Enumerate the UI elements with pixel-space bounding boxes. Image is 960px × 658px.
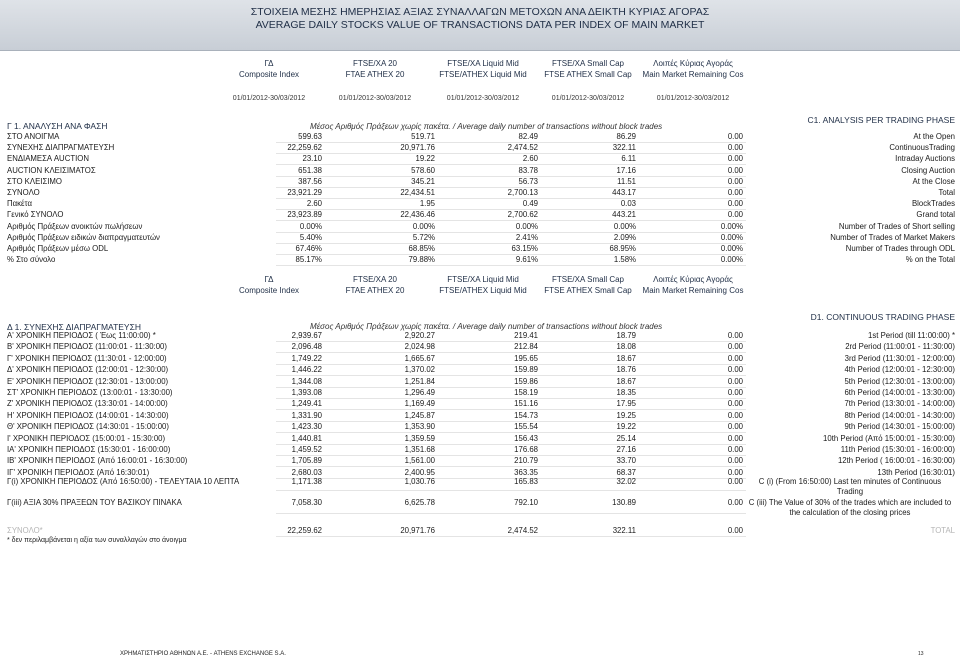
row-value-4: 0.00%	[720, 232, 743, 242]
row-value-1: 2,920.27	[404, 331, 435, 340]
column-header-en-2: FTSE/ATHEX Liquid Mid	[439, 286, 527, 295]
row-value-3: 0.00%	[613, 221, 636, 231]
row-label-en: ContinuousTrading	[889, 143, 955, 153]
row-value-2: 0.49	[522, 199, 538, 209]
row-value-2: 792.10	[514, 498, 538, 507]
row-value-2: 2.60	[522, 154, 538, 164]
row-value-0: 1,331.90	[291, 410, 322, 420]
date-range-2: 01/01/2012-30/03/2012	[446, 95, 520, 102]
row-value-2: 219.41	[514, 331, 538, 340]
date-range-0: 01/01/2012-30/03/2012	[232, 95, 306, 102]
row-value-4: 0.00	[727, 376, 743, 386]
column-header-en-2: FTSE/ATHEX Liquid Mid	[439, 70, 527, 79]
row-value-0: 387.56	[298, 176, 322, 186]
section1-title: Γ 1. ΑΝΑΛΥΣΗ ΑΝΑ ΦΑΣΗ	[7, 121, 108, 131]
row-value-3: 68.95%	[609, 244, 636, 253]
row-value-1: 1,351.68	[404, 445, 435, 454]
column-header-en-3: FTSE ATHEX Small Cap	[544, 286, 632, 295]
row-label-en: C (iii) The Value of 30% of the trades which are included to the calculation of the closing prices	[748, 498, 952, 517]
row-value-1: 345.21	[411, 176, 435, 186]
row-value-0: 22,259.62	[287, 143, 322, 153]
row-value-2: 151.16	[514, 399, 538, 409]
row-value-0: 1,344.08	[291, 376, 322, 386]
row-value-1: 1.95	[419, 199, 435, 209]
row-value-3: 19.22	[616, 422, 636, 432]
row-value-3: 443.17	[612, 188, 636, 197]
row-value-0: 85.17%	[295, 255, 322, 265]
row-label-en: 9th Period (14:30:01 - 15:00:00)	[844, 422, 955, 432]
row-value-4: 0.00	[727, 526, 743, 535]
row-value-3: 17.95	[616, 399, 636, 409]
row-value-2: 165.83	[514, 477, 538, 486]
row-label-en: Total	[938, 188, 955, 197]
column-header-en-4: Main Market Remaining Cos	[642, 286, 744, 295]
row-value-3: 2.09%	[613, 232, 636, 242]
row-value-4: 0.00	[727, 353, 743, 363]
row-value-1: 1,561.00	[404, 456, 435, 466]
row-value-3: 18.67	[616, 353, 636, 363]
row-value-0: 651.38	[298, 165, 322, 175]
column-headers-top	[0, 58, 960, 98]
row-label: Αριθμός Πράξεων ανοικτών πωλήσεων	[7, 221, 143, 231]
row-value-3: 18.76	[616, 365, 636, 375]
row-value-2: 363.35	[514, 467, 538, 477]
row-label: ΣΤΟ ΚΛΕΙΣΙΜΟ	[7, 176, 62, 186]
row-label: ΣΤΟ ΑΝΟΙΓΜΑ	[7, 132, 60, 141]
row-value-1: 1,030.76	[404, 477, 435, 486]
row-value-4: 0.00%	[720, 244, 743, 253]
column-header-3: FTSE/ΧΑ Small Cap	[551, 275, 625, 284]
row-value-4: 0.00	[727, 210, 743, 220]
row-label-en: 8th Period (14:00:01 - 14:30:00)	[844, 410, 955, 420]
row-label: % Στο σύνολο	[7, 255, 56, 265]
column-header-4: Λοιπές Κύριας Αγοράς	[653, 59, 733, 68]
row-value-1: 79.88%	[408, 255, 435, 265]
row-value-4: 0.00	[727, 154, 743, 164]
row-label: ΕΝΔΙΑΜΕΣΑ AUCTION	[7, 154, 89, 164]
row-label-en: Number of Trades of Market Makers	[830, 232, 955, 242]
row-value-2: 9.61%	[515, 255, 538, 265]
row-label: Γενικό ΣΥΝΟΛΟ	[7, 210, 64, 220]
row-value-2: 195.65	[514, 353, 538, 363]
column-header-2: FTSE/ΧΑ Liquid Mid	[447, 275, 519, 284]
row-value-4: 0.00	[727, 467, 743, 477]
row-value-1: 1,359.59	[404, 433, 435, 443]
row-value-0: 1,749.22	[291, 353, 322, 363]
row-value-2: 176.68	[514, 445, 538, 454]
column-header-1: FTSE/ΧΑ 20	[352, 59, 398, 68]
row-label: ΙΒ' ΧΡΟΝΙΚΗ ΠΕΡΙΟΔΟΣ (Από 16:00:01 - 16:30:00)	[7, 456, 188, 466]
row-value-3: 18.35	[616, 388, 636, 397]
row-value-1: 6,625.78	[404, 498, 435, 507]
row-value-0: 1,423.30	[291, 422, 322, 432]
row-value-4: 0.00	[727, 165, 743, 175]
row-value-1: 2,024.98	[404, 342, 435, 352]
row-value-3: 25.14	[616, 433, 636, 443]
report-subtitle: AVERAGE DAILY STOCKS VALUE OF TRANSACTIONS DATA PER INDEX OF MAIN MARKET	[255, 19, 705, 31]
row-value-2: 2,474.52	[507, 143, 538, 153]
row-value-2: 158.19	[514, 388, 538, 397]
row-value-0: 1,249.41	[291, 399, 322, 409]
row-value-0: 23,921.29	[287, 188, 322, 197]
row-label-en: % on the Total	[905, 255, 955, 265]
row-value-4: 0.00	[727, 498, 743, 507]
row-label-en: Number of Trades through ODL	[845, 244, 955, 253]
row-value-3: 130.89	[612, 498, 636, 507]
row-value-0: 67.46%	[295, 244, 322, 253]
column-header-en-1: FTAE ATHEX 20	[345, 286, 405, 295]
row-label: ΣΥΝΕΧΗΣ ΔΙΑΠΡΑΓΜΑΤΕΥΣΗ	[7, 143, 115, 153]
row-value-1: 1,370.02	[404, 365, 435, 375]
row-value-4: 0.00	[727, 477, 743, 486]
row-label: ΣΥΝΟΛΟ	[7, 188, 40, 197]
section1-title-en: C1. ANALYSIS PER TRADING PHASE	[807, 115, 955, 125]
row-value-3: 18.79	[616, 331, 636, 340]
row-value-0: 23.10	[302, 154, 322, 164]
row-value-0: 1,171.38	[291, 477, 322, 486]
row-value-0: 2,096.48	[291, 342, 322, 352]
section2-title: Δ 1. ΣΥΝΕΧΗΣ ΔΙΑΠΡΑΓΜΑΤΕΥΣΗ	[7, 322, 141, 332]
row-value-4: 0.00	[727, 422, 743, 432]
row-value-1: 1,245.87	[404, 410, 435, 420]
date-range-row	[0, 95, 960, 107]
row-label: ΣΥΝΟΛΟ*	[7, 526, 43, 535]
row-label: Ε' ΧΡΟΝΙΚΗ ΠΕΡΙΟΔΟΣ (12:30:01 - 13:00:00)	[7, 376, 169, 386]
row-value-2: 210.79	[514, 456, 538, 466]
column-header-4: Λοιπές Κύριας Αγοράς	[653, 275, 733, 284]
row-label: Ι' ΧΡΟΝΙΚΗ ΠΕΡΙΟΔΟΣ (15:00:01 - 15:30:00)	[7, 433, 166, 443]
row-label: Γ' ΧΡΟΝΙΚΗ ΠΕΡΙΟΔΟΣ (11:30:01 - 12:00:00)	[7, 353, 167, 363]
row-value-0: 7,058.30	[291, 498, 322, 507]
row-value-4: 0.00	[727, 342, 743, 352]
row-value-0: 2,939.67	[291, 331, 322, 340]
footer-page-number: 13	[918, 651, 924, 657]
row-value-2: 2,700.62	[507, 210, 538, 220]
row-label-en: 12th Period ( 16:00:01 - 16:30:00)	[837, 456, 955, 466]
row-value-0: 1,459.52	[291, 445, 322, 454]
row-label-en: 3rd Period (11:30:01 - 12:00:00)	[844, 353, 955, 363]
row-value-4: 0.00	[727, 456, 743, 466]
row-value-0: 23,923.89	[287, 210, 322, 220]
row-divider	[276, 490, 746, 491]
row-label-en: Number of Trades of Short selling	[838, 221, 955, 231]
row-value-0: 599.63	[298, 132, 322, 141]
row-value-3: 322.11	[612, 526, 636, 535]
row-label: Γ(i) ΧΡΟΝΙΚΗ ΠΕΡΙΟΔΟΣ (Από 16:50:00) - ΤΕΛΕΥΤΑΙΑ 10 ΛΕΠΤΑ	[7, 477, 240, 486]
row-value-2: 56.73	[518, 176, 538, 186]
row-label-en: C (i) (From 16:50:00) Last ten minutes of Continuous Trading	[758, 477, 942, 496]
column-header-1: FTSE/ΧΑ 20	[352, 275, 398, 284]
column-header-en-1: FTAE ATHEX 20	[345, 70, 405, 79]
table-row	[0, 477, 960, 496]
row-divider	[276, 265, 746, 266]
date-range-1: 01/01/2012-30/03/2012	[338, 95, 412, 102]
row-value-2: 2,700.13	[507, 188, 538, 197]
row-value-2: 159.89	[514, 365, 538, 375]
row-label-en: BlockTrades	[911, 199, 955, 209]
column-header-3: FTSE/ΧΑ Small Cap	[551, 59, 625, 68]
row-label: ΣΤ' ΧΡΟΝΙΚΗ ΠΕΡΙΟΔΟΣ (13:00:01 - 13:30:00)	[7, 388, 173, 397]
row-label: Γ(iii) ΑΞΙΑ 30% ΠΡΑΞΕΩΝ ΤΟΥ ΒΑΣΙΚΟΥ ΠΙΝΑΚΑ	[7, 498, 182, 507]
row-value-4: 0.00	[727, 176, 743, 186]
row-value-2: 156.43	[514, 433, 538, 443]
row-divider	[276, 536, 746, 537]
row-value-1: 0.00%	[412, 221, 435, 231]
row-value-0: 1,440.81	[291, 433, 322, 443]
row-value-1: 22,434.51	[400, 188, 435, 197]
row-label: AUCTION ΚΛΕΙΣΙΜΑΤΟΣ	[7, 165, 96, 175]
row-value-2: 82.49	[518, 132, 538, 141]
row-value-1: 5.72%	[412, 232, 435, 242]
row-label-en: 7th Period (13:30:01 - 14:00:00)	[844, 399, 955, 409]
row-label-en: Closing Auction	[901, 165, 955, 175]
section2-subtitle: Μέσος Αριθμός Πράξεων χωρίς πακέτα. / Average daily number of transactions without block trades	[310, 322, 663, 331]
section2-title-en: D1. CONTINUOUS TRADING PHASE	[810, 312, 955, 322]
column-header-en-4: Main Market Remaining Cos	[642, 70, 744, 79]
row-label: Αριθμός Πράξεων μέσω ODL	[7, 244, 109, 253]
report-title: ΣΤΟΙΧΕΙΑ ΜΕΣΗΣ ΗΜΕΡΗΣΙΑΣ ΑΞΙΑΣ ΣΥΝΑΛΛΑΓΩΝ ΜΕΤΟΧΩΝ ΑΝΑ ΔΕΙΚΤΗ ΚΥΡΙΑΣ ΑΓΟΡΑΣ	[250, 6, 710, 18]
row-value-3: 443.21	[612, 210, 636, 220]
row-value-3: 1.58%	[613, 255, 636, 265]
row-label: Πακέτα	[7, 199, 32, 209]
row-value-2: 2,474.52	[507, 526, 538, 535]
row-value-0: 5.40%	[299, 232, 322, 242]
row-value-0: 2.60	[306, 199, 322, 209]
section1-subtitle: Μέσος Αριθμός Πράξεων χωρίς πακέτα. / Average daily number of transactions without block trades	[310, 122, 663, 131]
row-label: ΙΑ' ΧΡΟΝΙΚΗ ΠΕΡΙΟΔΟΣ (15:30:01 - 16:00:00)	[7, 445, 171, 454]
row-value-3: 18.67	[616, 376, 636, 386]
row-value-0: 1,393.08	[291, 388, 322, 397]
row-value-4: 0.00	[727, 365, 743, 375]
row-value-1: 1,169.49	[404, 399, 435, 409]
date-range-4: 01/01/2012-30/03/2012	[656, 95, 730, 102]
row-value-1: 1,353.90	[404, 422, 435, 432]
row-value-0: 1,705.89	[291, 456, 322, 466]
row-value-1: 2,400.95	[404, 467, 435, 477]
table-row	[0, 498, 960, 517]
row-value-4: 0.00	[727, 388, 743, 397]
column-header-en-0: Composite Index	[238, 286, 300, 295]
row-label-en: 11th Period (15:30:01 - 16:00:00)	[840, 445, 955, 454]
row-value-2: 0.00%	[515, 221, 538, 231]
row-value-3: 11.51	[617, 176, 636, 186]
row-label: Η' ΧΡΟΝΙΚΗ ΠΕΡΙΟΔΟΣ (14:00:01 - 14:30:00)	[7, 410, 169, 420]
footnote: * δεν περιλαμβάνεται η αξία των συναλλαγών στο άνοιγμα	[7, 537, 187, 544]
row-label-en: 1st Period (till 11:00:00) *	[868, 331, 955, 340]
row-value-1: 68.85%	[408, 244, 435, 253]
row-label-en: 13th Period (16:30:01)	[877, 467, 955, 477]
row-value-1: 1,665.67	[404, 353, 435, 363]
footer-exchange-name: ΧΡΗΜΑΤΙΣΤΗΡΙΟ ΑΘΗΝΩΝ Α.Ε. - ATHENS EXCHANGE S.A.	[120, 651, 286, 657]
row-label: Α' ΧΡΟΝΙΚΗ ΠΕΡΙΟΔΟΣ ( Έως 11:00:00) *	[7, 331, 156, 340]
row-value-4: 0.00	[727, 132, 743, 141]
row-value-4: 0.00	[727, 410, 743, 420]
row-value-3: 27.16	[616, 445, 636, 454]
row-value-1: 519.71	[411, 132, 435, 141]
row-label-en: TOTAL	[930, 526, 955, 535]
row-value-2: 155.54	[514, 422, 538, 432]
column-header-0: ΓΔ	[264, 275, 274, 284]
row-value-4: 0.00	[727, 445, 743, 454]
row-value-2: 63.15%	[511, 244, 538, 253]
row-value-4: 0.00	[727, 188, 743, 197]
row-value-4: 0.00	[727, 331, 743, 340]
row-value-3: 0.03	[620, 199, 636, 209]
row-label-en: 4th Period (12:00:01 - 12:30:00)	[844, 365, 955, 375]
row-label-en: 10th Period (Από 15:00:01 - 15:30:00)	[823, 433, 955, 443]
column-header-en-3: FTSE ATHEX Small Cap	[544, 70, 632, 79]
row-value-3: 33.70	[616, 456, 636, 466]
row-value-1: 19.22	[415, 154, 435, 164]
row-label-en: At the Close	[912, 176, 955, 186]
row-value-2: 159.86	[514, 376, 538, 386]
row-value-3: 86.29	[616, 132, 636, 141]
row-value-4: 0.00	[727, 143, 743, 153]
row-value-2: 83.78	[518, 165, 538, 175]
row-value-0: 2,680.03	[291, 467, 322, 477]
row-value-1: 578.60	[411, 165, 435, 175]
row-value-3: 17.16	[616, 165, 636, 175]
row-value-4: 0.00	[727, 399, 743, 409]
row-value-3: 18.08	[616, 342, 636, 352]
row-value-3: 322.11	[612, 143, 636, 153]
row-label: Αριθμός Πράξεων ειδικών διαπραγματευτών	[7, 232, 160, 242]
row-label: Β' ΧΡΟΝΙΚΗ ΠΕΡΙΟΔΟΣ (11:00:01 - 11:30:00)	[7, 342, 167, 352]
column-header-0: ΓΔ	[264, 59, 274, 68]
row-value-0: 1,446.22	[291, 365, 322, 375]
row-value-4: 0.00	[727, 433, 743, 443]
row-label: Δ' ΧΡΟΝΙΚΗ ΠΕΡΙΟΔΟΣ (12:00:01 - 12:30:00)	[7, 365, 169, 375]
row-value-3: 68.37	[616, 467, 636, 477]
row-label: ΙΓ' ΧΡΟΝΙΚΗ ΠΕΡΙΟΔΟΣ (Από 16:30:01)	[7, 467, 150, 477]
row-value-0: 22,259.62	[287, 526, 322, 535]
row-value-1: 1,296.49	[404, 388, 435, 397]
row-value-4: 0.00%	[720, 221, 743, 231]
row-value-3: 19.25	[616, 410, 636, 420]
column-headers-bottom	[0, 274, 960, 314]
row-label: Ζ' ΧΡΟΝΙΚΗ ΠΕΡΙΟΔΟΣ (13:30:01 - 14:00:00)	[7, 399, 168, 409]
row-label-en: At the Open	[913, 132, 955, 141]
row-value-2: 154.73	[514, 410, 538, 420]
row-value-4: 0.00	[727, 199, 743, 209]
row-label-en: 2rd Period (11:00:01 - 11:30:00)	[845, 342, 955, 352]
column-header-2: FTSE/ΧΑ Liquid Mid	[447, 59, 519, 68]
row-value-4: 0.00%	[720, 255, 743, 265]
row-value-1: 1,251.84	[404, 376, 435, 386]
row-value-2: 2.41%	[515, 232, 538, 242]
row-label-en: Intraday Auctions	[895, 154, 955, 164]
row-label-en: 6th Period (14:00:01 - 13:30:00)	[844, 388, 955, 397]
row-label-en: 5th Period (12:30:01 - 13:00:00)	[844, 376, 955, 386]
column-header-en-0: Composite Index	[238, 70, 300, 79]
date-range-3: 01/01/2012-30/03/2012	[551, 95, 625, 102]
row-label: Θ' ΧΡΟΝΙΚΗ ΠΕΡΙΟΔΟΣ (14:30:01 - 15:00:00)	[7, 422, 169, 432]
row-label-en: Grand total	[916, 210, 955, 220]
row-value-2: 212.84	[514, 342, 538, 352]
row-value-1: 22,436.46	[400, 210, 435, 220]
row-value-3: 6.11	[621, 154, 636, 164]
row-value-0: 0.00%	[299, 221, 322, 231]
row-value-1: 20,971.76	[400, 143, 435, 153]
row-value-3: 32.02	[616, 477, 636, 486]
row-divider	[276, 513, 746, 514]
row-value-1: 20,971.76	[400, 526, 435, 535]
